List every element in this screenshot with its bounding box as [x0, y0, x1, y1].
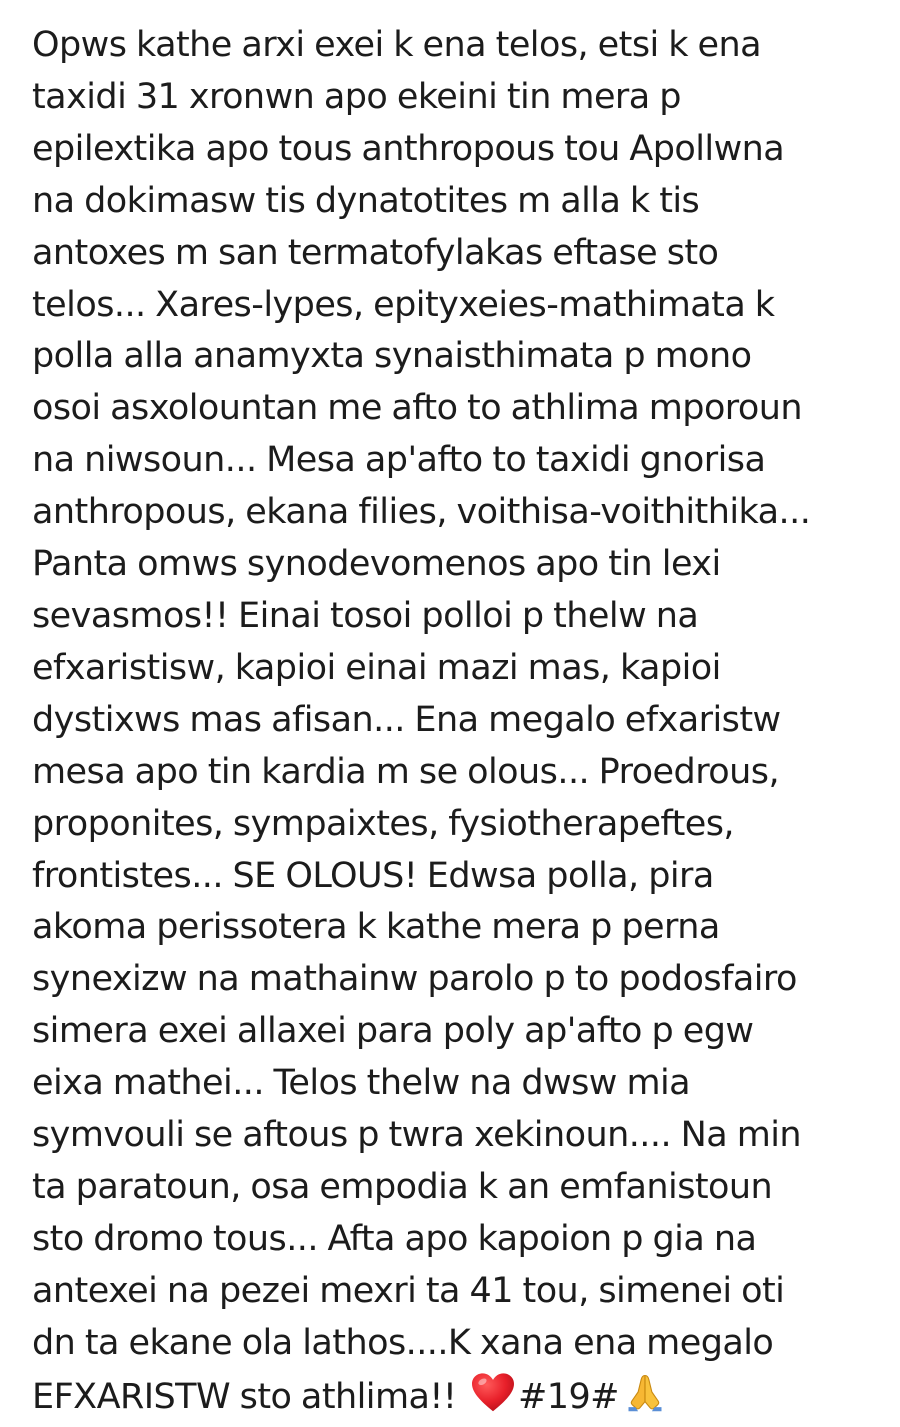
post-line: symvouli se aftous p twra xekinoun.... Na min [32, 1115, 802, 1156]
post-line: sto dromo tous... Afta apo kapoion p gia na [32, 1218, 757, 1259]
post-line: dn ta ekane ola lathos....K xana ena megalo [32, 1322, 774, 1363]
post-last-line [32, 1370, 882, 1424]
post-line: antoxes m san termatofylakas eftase sto [32, 232, 719, 273]
post-line: anthropous, ekana filies, voithisa-voithithika... [32, 492, 811, 533]
folded-hands-icon [623, 1370, 667, 1414]
post-line: osoi asxolountan me afto to athlima mporoun [32, 388, 803, 429]
post-line: ta paratoun, osa empodia k an emfanistoun [32, 1166, 773, 1207]
post-text [32, 20, 882, 1423]
post-line: antexei na pezei mexri ta 41 tou, simenei oti [32, 1270, 785, 1311]
post-line: na dokimasw tis dynatotites m alla k tis [32, 180, 700, 221]
post-line-text: EFXARISTW sto athlima!! [32, 1376, 466, 1417]
post-line: Opws kathe arxi exei k ena telos, etsi k ena [32, 25, 762, 65]
post-line: frontistes... SE OLOUS! Edwsa polla, pira [32, 855, 714, 896]
post-line: epilextika apo tous anthropous tou Apollwna [32, 128, 785, 169]
post-line: proponites, sympaixtes, fysiotherapeftes, [32, 803, 735, 844]
post-line: efxaristisw, kapioi einai mazi mas, kapioi [32, 647, 721, 688]
post-line: telos... Xares-lypes, epityxeies-mathimata k [32, 284, 775, 325]
post-line: synexizw na mathainw parolo p to podosfairo [32, 959, 797, 1000]
hashtag-text: #19# [517, 1376, 619, 1417]
post-line: akoma perissotera k kathe mera p perna [32, 907, 720, 948]
post-line: sevasmos!! Einai tosoi polloi p thelw na [32, 595, 699, 636]
post-line: dystixws mas afisan... Ena megalo efxaristw [32, 699, 781, 740]
red-heart-icon [470, 1372, 516, 1414]
post-line: taxidi 31 xronwn apo ekeini tin mera p [32, 76, 681, 117]
post-line: na niwsoun... Mesa ap'afto to taxidi gnorisa [32, 440, 766, 481]
post-line: eixa mathei... Telos thelw na dwsw mia [32, 1063, 691, 1104]
post-line: simera exei allaxei para poly ap'afto p egw [32, 1011, 754, 1052]
post-line: Panta omws synodevomenos apo tin lexi [32, 544, 721, 585]
post-line: mesa apo tin kardia m se olous... Proedrous, [32, 751, 780, 792]
post-line: polla alla anamyxta synaisthimata p mono [32, 336, 752, 377]
